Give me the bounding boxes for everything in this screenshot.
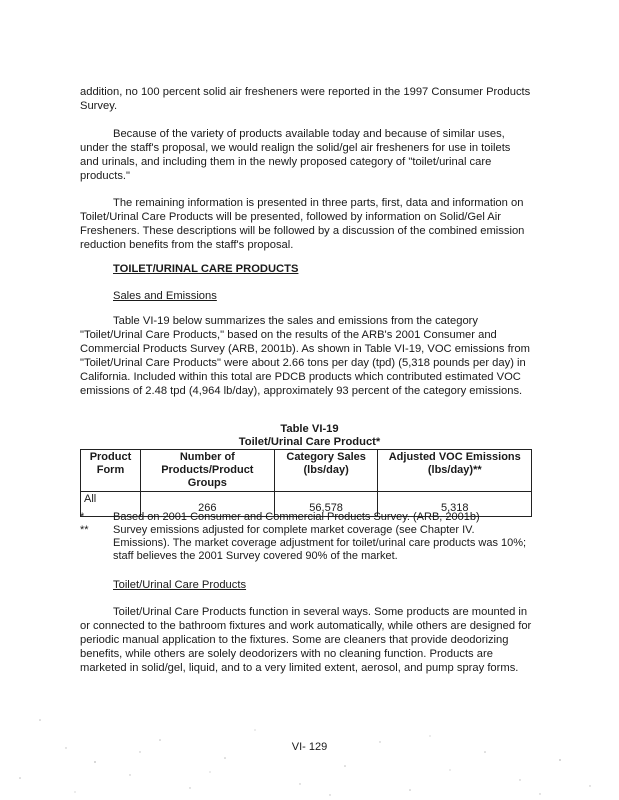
- paragraph-intro: addition, no 100 percent solid air fresheners were reported in the 1997 Consumer Products Survey.: [80, 86, 531, 112]
- paragraph-overview: The remaining information is presented in three parts, first, data and information on Toilet/Urinal Care Products will be presented, followed by information on Solid/Gel Air Fresheners. These descriptions will be followed by a discussion of the combined emission reduction benefits from the staff's proposal.: [80, 197, 525, 251]
- header-adjusted-voc: Adjusted VOC Emissions (lbs/day)**: [378, 450, 532, 492]
- cell-number-products: 266: [140, 492, 274, 517]
- cell-category-sales: 56,578: [274, 492, 378, 517]
- paragraph-products: Toilet/Urinal Care Products function in several ways. Some products are mounted in or connected to the bathroom fixtures and work automatically, while others are designed for periodic manual application to the fixtures. Some are cleaners that provide deodorizing benefits, while others are solely deodorizers with no cleaning function. Products are marketed in solid/gel, liquid, and to a very limited extent, aerosol, and pump spray forms.: [80, 606, 532, 674]
- emissions-table: [80, 449, 532, 517]
- cell-product-form: All: [81, 492, 141, 517]
- header-product-form: Product Form: [81, 450, 141, 492]
- footnote-mark: *: [80, 511, 85, 523]
- footnote-mark: **: [80, 524, 89, 536]
- table-number: Table VI-19: [280, 423, 339, 435]
- page-number: VI- 129: [291, 741, 328, 753]
- scan-noise: [0, 700, 619, 800]
- footnote-text: Survey emissions adjusted for complete market coverage (see Chapter IV. Emissions). The market coverage adjustment for toilet/urinal care products was 10%; staff believes the 2001 Survey covered 90% of the market.: [113, 524, 527, 562]
- subheading-products: Toilet/Urinal Care Products: [113, 579, 247, 591]
- subheading-sales: Sales and Emissions: [113, 290, 217, 302]
- footnote-text: Based on 2001 Consumer and Commercial Products Survey. (ARB, 2001b): [113, 511, 480, 523]
- section-heading: TOILET/URINAL CARE PRODUCTS: [113, 263, 299, 275]
- footnote-adjustment: [80, 524, 532, 564]
- header-category-sales: Category Sales (lbs/day): [274, 450, 378, 492]
- cell-adjusted-voc: 5,318: [378, 492, 532, 517]
- paragraph-realign: Because of the variety of products available today and because of similar uses, under the staff's proposal, we would realign the solid/gel air fresheners for use in toilets and urinals, and including them in the newly proposed category of "toilet/urinal care products.": [80, 128, 511, 182]
- paragraph-sales: Table VI-19 below summarizes the sales and emissions from the category "Toilet/Urinal Care Products," based on the results of the ARB's 2001 Consumer and Commercial Products Survey (ARB, 2001b). As shown in Table VI-19, VOC emissions from "Toilet/Urinal Care Products" were about 2.66 tons per day (tpd) (5,318 pounds per day) in California. Included within this total are PDCB products which contributed estimated VOC emissions of 2.48 tpd (4,964 lb/day), approximately 93 percent of the category emissions.: [80, 315, 530, 397]
- table-title: Toilet/Urinal Care Product*: [238, 436, 381, 448]
- table-header-row: [81, 450, 532, 492]
- footnote-survey: [80, 511, 532, 524]
- header-number-products: Number of Products/Product Groups: [140, 450, 274, 492]
